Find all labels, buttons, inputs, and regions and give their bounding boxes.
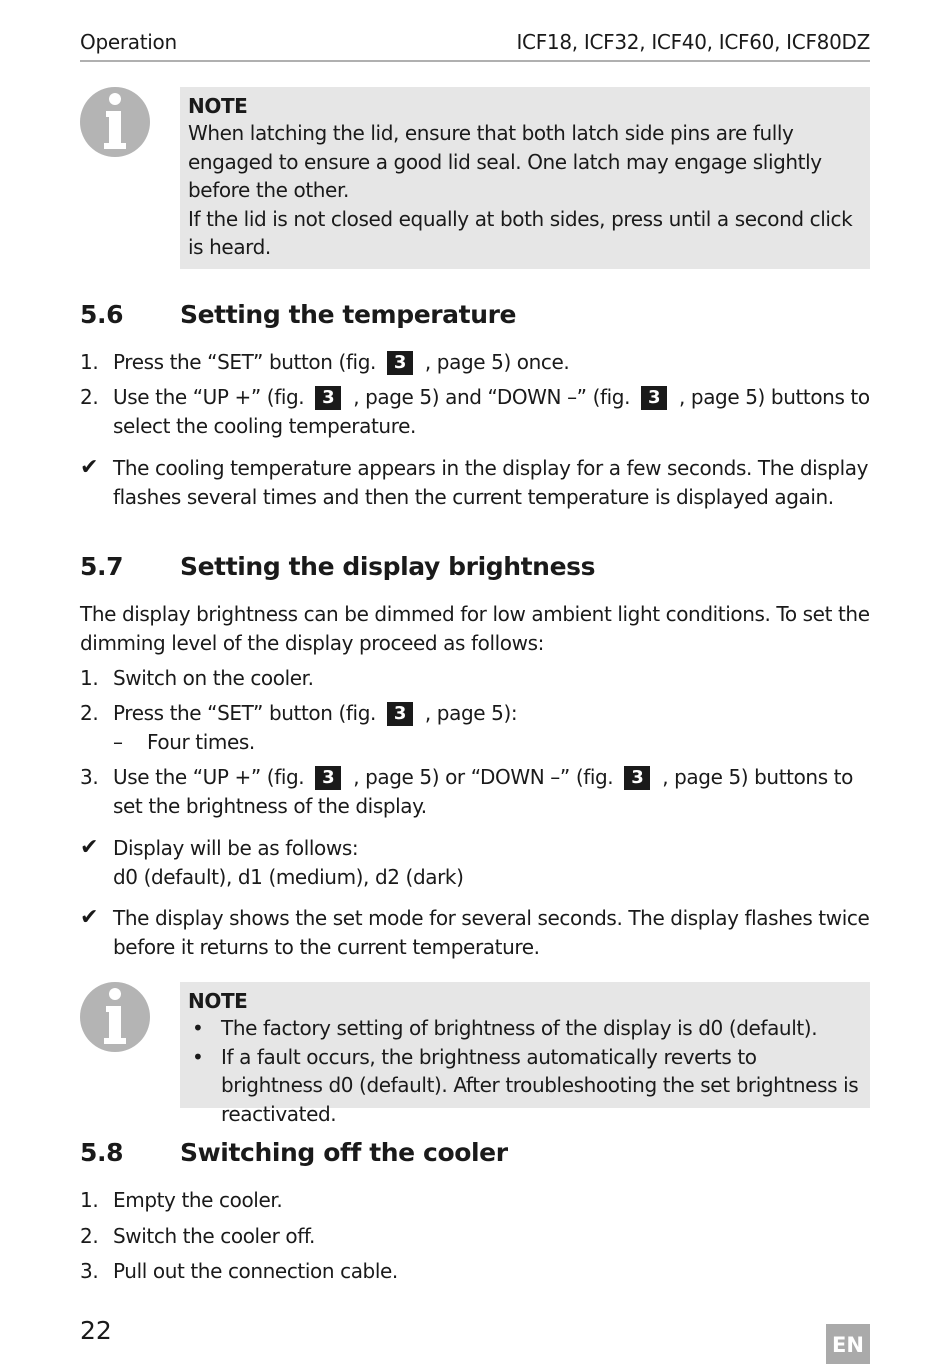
section-number: 5.6: [80, 300, 124, 329]
step-number: 2.: [80, 1224, 99, 1248]
step-text: Pull out the connection cable.: [113, 1259, 398, 1283]
list-item: [80, 383, 870, 440]
step-number: 2.: [80, 701, 99, 725]
header-section-title: Operation: [80, 30, 177, 54]
figure-reference: 3: [624, 766, 650, 790]
result-item: [80, 904, 870, 961]
step-text: Switch on the cooler.: [113, 666, 314, 690]
step-text: Press the “SET” button (fig.: [113, 701, 376, 725]
section-heading: [80, 552, 595, 581]
list-item: [80, 1186, 870, 1215]
section-title: Setting the display brightness: [180, 552, 596, 581]
note-text: When latching the lid, ensure that both latch side pins are fully engaged to ensure a good lid seal. One latch may engage slightly before the other.: [188, 121, 822, 202]
section-heading: [80, 300, 516, 329]
section-heading: [80, 1138, 508, 1167]
note-title: NOTE: [188, 989, 248, 1013]
page-header: [80, 30, 870, 62]
section-title: Setting the temperature: [180, 300, 517, 329]
step-text: Use the “UP +” (fig.: [113, 385, 305, 409]
result-text: Display will be as follows:: [113, 836, 359, 860]
result-text: d0 (default), d1 (medium), d2 (dark): [113, 864, 464, 889]
step-text: , page 5) and “DOWN –” (fig.: [353, 385, 631, 409]
checkmark-icon: ✔: [80, 835, 99, 860]
step-text: , page 5) once.: [424, 350, 570, 374]
checkmark-icon: ✔: [80, 455, 99, 480]
step-text: , page 5) buttons to set the brightness of the display.: [113, 765, 853, 818]
info-icon: [80, 87, 150, 157]
list-item: • If a fault occurs, the brightness automatically reverts to brightness d0 (default). After troubleshooting the set brightness is reactivated.: [188, 1043, 862, 1129]
list-item: [80, 1222, 870, 1251]
figure-reference: 3: [387, 351, 413, 375]
result-text: The display shows the set mode for several seconds. The display flashes twice before it returns to the current temperature.: [113, 906, 870, 959]
step-number: 1.: [80, 666, 99, 690]
step-text: Empty the cooler.: [113, 1188, 283, 1212]
figure-reference: 3: [315, 766, 341, 790]
step-number: 2.: [80, 385, 99, 409]
list-item: • The factory setting of brightness of the display is d0 (default).: [188, 1014, 862, 1043]
section-number: 5.7: [80, 552, 124, 581]
figure-reference: 3: [387, 702, 413, 726]
result-item: [80, 454, 870, 511]
step-text: , page 5):: [424, 701, 518, 725]
intro-paragraph: The display brightness can be dimmed for low ambient light conditions. To set the dimming level of the display proceed as follows:: [80, 602, 870, 655]
step-text: , page 5) or “DOWN –” (fig.: [353, 765, 614, 789]
step-number: 3.: [80, 765, 99, 789]
step-text: , page 5) buttons to select the cooling temperature.: [113, 385, 870, 438]
note-box: [180, 982, 870, 1126]
section-number: 5.8: [80, 1138, 124, 1167]
language-tab: EN: [826, 1324, 870, 1364]
step-text: Press the “SET” button (fig.: [113, 350, 376, 374]
list-item: [80, 348, 870, 377]
note-bullet-list: [188, 1014, 862, 1128]
list-item: [80, 699, 870, 756]
step-number: 1.: [80, 1188, 99, 1212]
result-text: The cooling temperature appears in the display for a few seconds. The display flashes several times and then the current temperature is displayed again.: [113, 456, 869, 509]
list-item: [80, 1257, 870, 1286]
header-model-list: ICF18, ICF32, ICF40, ICF60, ICF80DZ: [516, 30, 870, 54]
dash-marker: –: [113, 729, 123, 754]
note-text: If the lid is not closed equally at both sides, press until a second click is heard.: [188, 206, 853, 259]
note-box: [180, 87, 870, 269]
section-title: Switching off the cooler: [180, 1138, 508, 1167]
checkmark-icon: ✔: [80, 905, 99, 930]
figure-reference: 3: [315, 386, 341, 410]
info-icon: [80, 982, 150, 1052]
figure-reference: 3: [641, 386, 667, 410]
list-item: [80, 664, 870, 693]
page-number: 22: [80, 1316, 112, 1345]
note-title: NOTE: [188, 94, 248, 118]
result-item: [80, 834, 870, 891]
step-number: 1.: [80, 350, 99, 374]
step-text: Use the “UP +” (fig.: [113, 765, 305, 789]
step-text: Switch the cooler off.: [113, 1224, 315, 1248]
sub-step-text: Four times.: [147, 729, 255, 754]
sub-step: [113, 728, 870, 757]
step-number: 3.: [80, 1259, 99, 1283]
list-item: [80, 763, 870, 820]
